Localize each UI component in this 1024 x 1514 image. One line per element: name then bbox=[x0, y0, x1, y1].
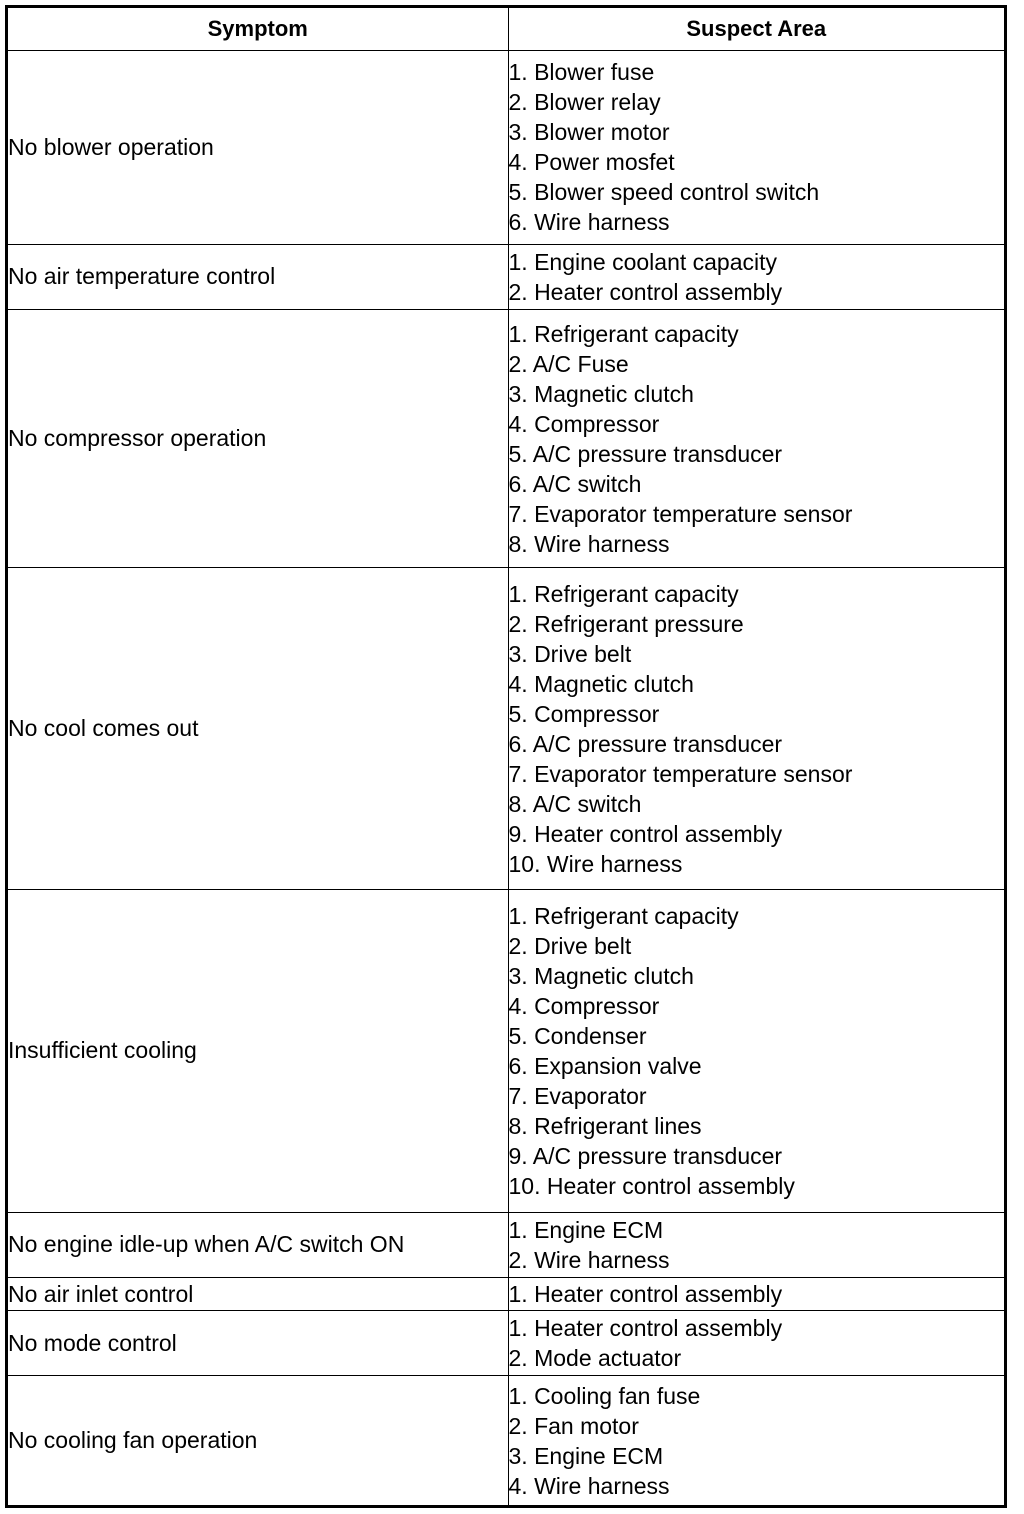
suspect-area-item: 2. Blower relay bbox=[508, 89, 661, 116]
suspect-area-item: 4. Compressor bbox=[508, 410, 660, 437]
suspect-area-item: 4. Power mosfet bbox=[508, 149, 675, 176]
suspect-area-item: 8. Wire harness bbox=[508, 530, 670, 557]
suspect-area-item: 2. A/C Fuse bbox=[508, 350, 629, 377]
suspect-area-item: 8. Refrigerant lines bbox=[508, 1112, 702, 1139]
suspect-area-item: 1. Blower fuse bbox=[508, 59, 655, 86]
symptom-header: Symptom bbox=[8, 8, 508, 51]
suspect-area-item: 1. Refrigerant capacity bbox=[508, 320, 739, 347]
suspect-area-item: 3. Magnetic clutch bbox=[508, 380, 694, 407]
suspect-area-header: Suspect Area bbox=[508, 8, 1004, 51]
suspect-area-item: 2. Mode actuator bbox=[508, 1345, 682, 1372]
suspect-area-item: 6. Wire harness bbox=[508, 209, 670, 236]
suspect-area-item: 3. Engine ECM bbox=[508, 1442, 664, 1469]
suspect-area-item: 7. Evaporator temperature sensor bbox=[508, 760, 853, 787]
suspect-area-cell bbox=[508, 1212, 1004, 1277]
suspect-area-item: 5. Blower speed control switch bbox=[508, 179, 820, 206]
suspect-area-item: 2. Drive belt bbox=[508, 932, 632, 959]
suspect-area-item: 1. Engine ECM bbox=[508, 1216, 664, 1243]
suspect-area-list bbox=[509, 247, 1005, 307]
suspect-area-list bbox=[509, 1279, 1005, 1309]
suspect-area-item: 4. Wire harness bbox=[508, 1472, 670, 1499]
suspect-area-list bbox=[509, 1313, 1005, 1373]
suspect-area-item: 1. Heater control assembly bbox=[508, 1315, 783, 1342]
suspect-area-cell bbox=[508, 1376, 1004, 1505]
suspect-area-cell bbox=[508, 568, 1004, 890]
suspect-area-item: 1. Heater control assembly bbox=[508, 1281, 783, 1308]
suspect-area-list bbox=[509, 57, 1005, 237]
symptom-cell: No mode control bbox=[8, 1311, 508, 1376]
suspect-area-cell bbox=[508, 51, 1004, 245]
suspect-area-cell bbox=[508, 890, 1004, 1212]
suspect-area-cell bbox=[508, 1311, 1004, 1376]
symptom-cell: No engine idle-up when A/C switch ON bbox=[8, 1212, 508, 1277]
suspect-area-item: 4. Magnetic clutch bbox=[508, 670, 694, 697]
suspect-area-item: 6. Expansion valve bbox=[508, 1052, 702, 1079]
suspect-area-item: 10. Heater control assembly bbox=[508, 1172, 795, 1199]
suspect-area-item: 2. Wire harness bbox=[508, 1246, 670, 1273]
suspect-area-item: 3. Magnetic clutch bbox=[508, 962, 694, 989]
suspect-area-item: 10. Wire harness bbox=[508, 850, 683, 877]
suspect-area-item: 3. Drive belt bbox=[508, 640, 632, 667]
table-row bbox=[8, 1212, 1004, 1277]
symptom-cell: Insufficient cooling bbox=[8, 890, 508, 1212]
table-row bbox=[8, 244, 1004, 309]
suspect-area-item: 7. Evaporator bbox=[508, 1082, 647, 1109]
suspect-area-item: 5. Condenser bbox=[508, 1022, 647, 1049]
suspect-area-item: 9. A/C pressure transducer bbox=[508, 1142, 783, 1169]
symptom-cell: No air inlet control bbox=[8, 1277, 508, 1310]
troubleshooting-table bbox=[8, 8, 1004, 1505]
header-row bbox=[8, 8, 1004, 51]
suspect-area-list bbox=[509, 1381, 1005, 1501]
suspect-area-list bbox=[509, 1215, 1005, 1275]
suspect-area-item: 6. A/C pressure transducer bbox=[508, 730, 783, 757]
symptom-cell: No cool comes out bbox=[8, 568, 508, 890]
table-row bbox=[8, 1311, 1004, 1376]
symptom-cell: No blower operation bbox=[8, 51, 508, 245]
table-row bbox=[8, 51, 1004, 245]
suspect-area-list bbox=[509, 901, 1005, 1201]
suspect-area-item: 5. Compressor bbox=[508, 700, 660, 727]
symptom-cell: No air temperature control bbox=[8, 244, 508, 309]
suspect-area-item: 2. Fan motor bbox=[508, 1412, 639, 1439]
suspect-area-cell bbox=[508, 1277, 1004, 1310]
table-body bbox=[8, 51, 1004, 1506]
symptom-cell: No compressor operation bbox=[8, 310, 508, 568]
suspect-area-item: 7. Evaporator temperature sensor bbox=[508, 500, 853, 527]
symptom-cell: No cooling fan operation bbox=[8, 1376, 508, 1505]
table-row bbox=[8, 568, 1004, 890]
suspect-area-item: 1. Refrigerant capacity bbox=[508, 902, 739, 929]
suspect-area-list bbox=[509, 319, 1005, 559]
troubleshooting-table-frame bbox=[5, 5, 1007, 1508]
suspect-area-list bbox=[509, 579, 1005, 879]
table-row bbox=[8, 890, 1004, 1212]
suspect-area-cell bbox=[508, 310, 1004, 568]
suspect-area-item: 3. Blower motor bbox=[508, 119, 670, 146]
suspect-area-item: 1. Cooling fan fuse bbox=[508, 1382, 701, 1409]
suspect-area-item: 1. Refrigerant capacity bbox=[508, 580, 739, 607]
table-row bbox=[8, 1376, 1004, 1505]
suspect-area-item: 2. Refrigerant pressure bbox=[508, 610, 744, 637]
suspect-area-item: 4. Compressor bbox=[508, 992, 660, 1019]
suspect-area-item: 6. A/C switch bbox=[508, 470, 642, 497]
suspect-area-item: 9. Heater control assembly bbox=[508, 820, 783, 847]
table-row bbox=[8, 310, 1004, 568]
suspect-area-item: 1. Engine coolant capacity bbox=[508, 248, 778, 275]
suspect-area-item: 5. A/C pressure transducer bbox=[508, 440, 783, 467]
suspect-area-item: 2. Heater control assembly bbox=[508, 278, 783, 305]
table-row bbox=[8, 1277, 1004, 1310]
suspect-area-cell bbox=[508, 244, 1004, 309]
suspect-area-item: 8. A/C switch bbox=[508, 790, 642, 817]
